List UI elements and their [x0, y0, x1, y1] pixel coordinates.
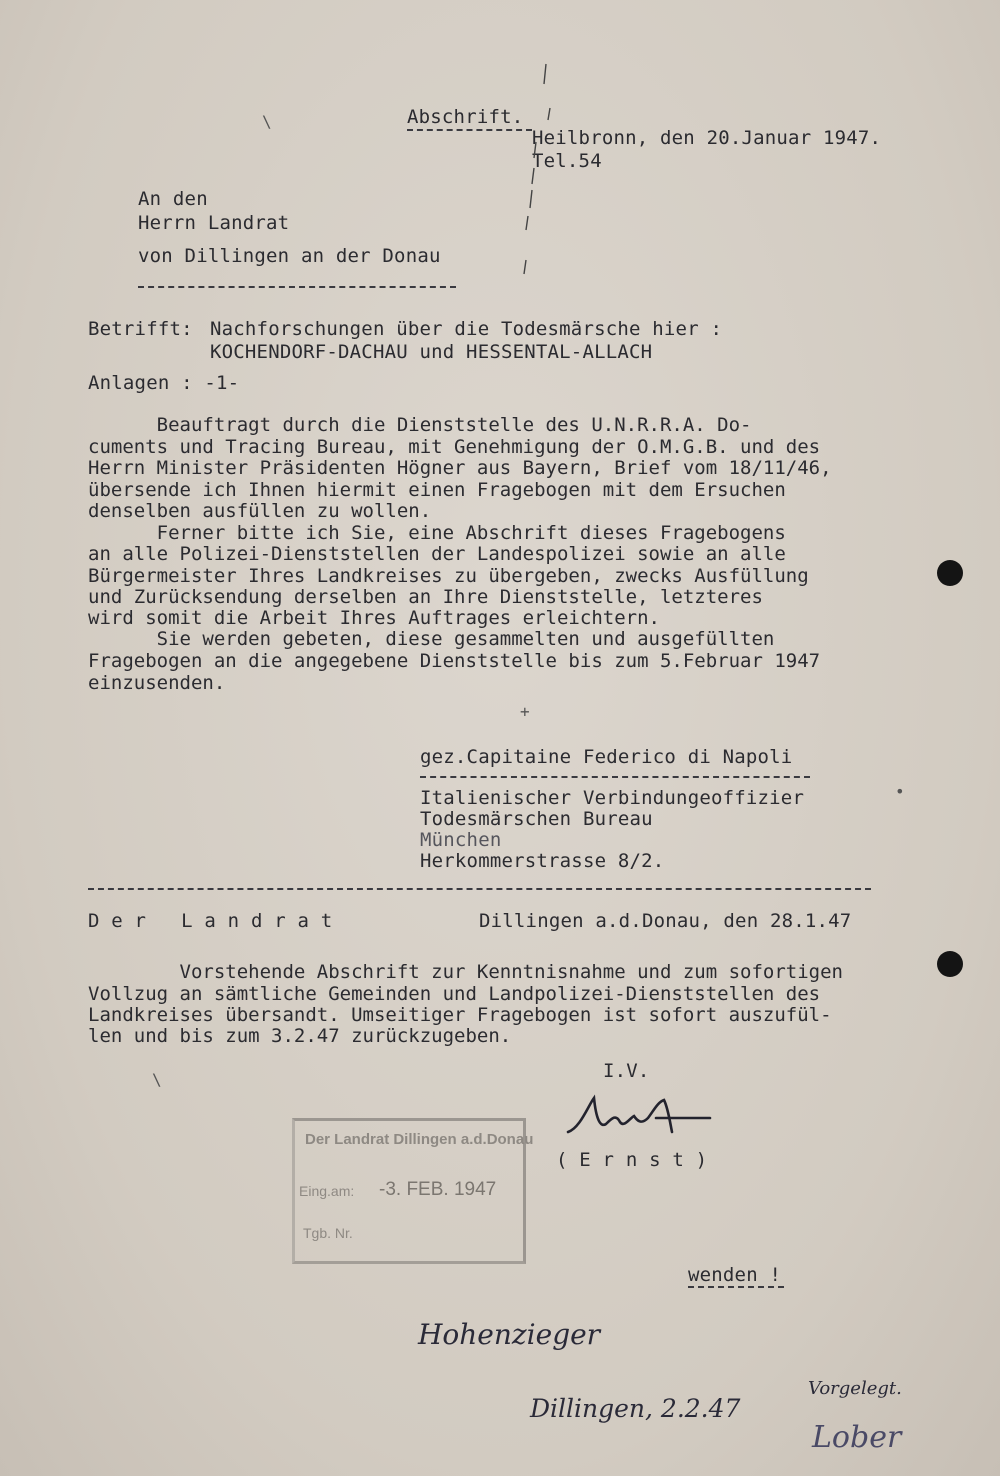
body-line: Bürgermeister Ihres Landkreises zu übergeben, zwecks Ausfüllung	[88, 565, 809, 587]
header-place-date: Heilbronn, den 20.Januar 1947.	[532, 127, 882, 149]
header-telephone: Tel.54	[532, 150, 602, 172]
body-line: cuments und Tracing Bureau, mit Genehmigung der O.M.G.B. und des	[88, 436, 821, 458]
body-line: Herrn Minister Präsidenten Högner aus Bayern, Brief vom 18/11/46,	[88, 457, 832, 479]
landrat-body-line: Vorstehende Abschrift zur Kenntnisnahme und zum sofortigen	[88, 961, 843, 983]
ernst-signature-icon	[560, 1088, 720, 1148]
landrat-body-line: len und bis zum 3.2.47 zurückzugeben.	[88, 1025, 512, 1047]
body-line: Fragebogen an die angegebene Dienststelle bis zum 5.Februar 1947	[88, 650, 821, 672]
receipt-stamp	[292, 1118, 534, 1264]
body-line: und Zurücksendung derselben an Ihre Dienststelle, letzteres	[88, 586, 763, 608]
landrat-signer: ( E r n s t )	[556, 1149, 708, 1171]
body-line: Sie werden gebeten, diese gesammelten und ausgefüllten	[88, 628, 775, 650]
landrat-label: D e r L a n d r a t	[88, 910, 333, 932]
address-line-3: von Dillingen an der Donau	[138, 245, 441, 267]
body-line: Ferner bitte ich Sie, eine Abschrift dieses Fragebogens	[88, 522, 786, 544]
punch-hole	[937, 560, 963, 586]
address-line-1: An den	[138, 188, 208, 210]
abschrift-heading: Abschrift.	[407, 106, 524, 128]
pencil-mark-icon	[510, 60, 560, 300]
wenden-underline	[688, 1286, 784, 1288]
body-line: einzusenden.	[88, 672, 226, 694]
signature-title-1: Italienischer Verbindungeoffizier	[420, 787, 805, 809]
signature-street: Herkommerstrasse 8/2.	[420, 850, 665, 872]
stamp-date: -3. FEB. 1947	[379, 1179, 497, 1200]
stray-mark-icon: \	[152, 1070, 162, 1089]
stamp-line-2-prefix: Eing.am:	[299, 1183, 355, 1199]
signature-city: München	[420, 829, 502, 851]
subject-line-1: Nachforschungen über die Todesmärsche hier :	[210, 318, 723, 340]
body-line: Beauftragt durch die Dienststelle des U.N.R.R.A. Do-	[88, 414, 752, 436]
body-line: denselben ausfüllen zu wollen.	[88, 500, 432, 522]
stamp-line-3: Tgb. Nr.	[303, 1225, 353, 1241]
section-divider	[88, 888, 871, 890]
stray-mark-icon: +	[520, 702, 530, 721]
landrat-body-line: Vollzug an sämtliche Gemeinden und Landpolizei-Dienststellen des	[88, 983, 821, 1005]
signature-name: gez.Capitaine Federico di Napoli	[420, 746, 793, 768]
landrat-body-line: Landkreises übersandt. Umseitiger Fragebogen ist sofort auszufül-	[88, 1004, 832, 1026]
punch-hole	[937, 951, 963, 977]
stamp-line-1: Der Landrat Dillingen a.d.Donau	[305, 1131, 534, 1148]
handwritten-note-3: Vorgelegt.	[808, 1378, 902, 1399]
address-underline	[138, 286, 456, 288]
handwritten-note-4: Lober	[812, 1420, 902, 1455]
address-line-2: Herrn Landrat	[138, 212, 290, 234]
landrat-iv: I.V.	[603, 1060, 650, 1082]
subject-label: Betrifft:	[88, 318, 193, 340]
handwritten-note-2: Dillingen, 2.2.47	[530, 1394, 741, 1423]
landrat-place-date: Dillingen a.d.Donau, den 28.1.47	[479, 910, 852, 932]
subject-line-2: KOCHENDORF-DACHAU und HESSENTAL-ALLACH	[210, 341, 653, 363]
wenden-note: wenden !	[688, 1264, 782, 1286]
handwritten-note-1: Hohenzieger	[418, 1318, 601, 1351]
body-line: an alle Polizei-Dienststellen der Landespolizei sowie an alle	[88, 543, 786, 565]
stray-mark-icon: •	[895, 782, 905, 801]
body-line: übersende ich Ihnen hiermit einen Fragebogen mit dem Ersuchen	[88, 479, 786, 501]
attachments: Anlagen : -1-	[88, 372, 240, 394]
body-line: wird somit die Arbeit Ihres Auftrages erleichtern.	[88, 607, 660, 629]
stray-mark-icon: \	[262, 112, 272, 131]
signature-underline	[420, 776, 810, 778]
signature-title-2: Todesmärschen Bureau	[420, 808, 653, 830]
